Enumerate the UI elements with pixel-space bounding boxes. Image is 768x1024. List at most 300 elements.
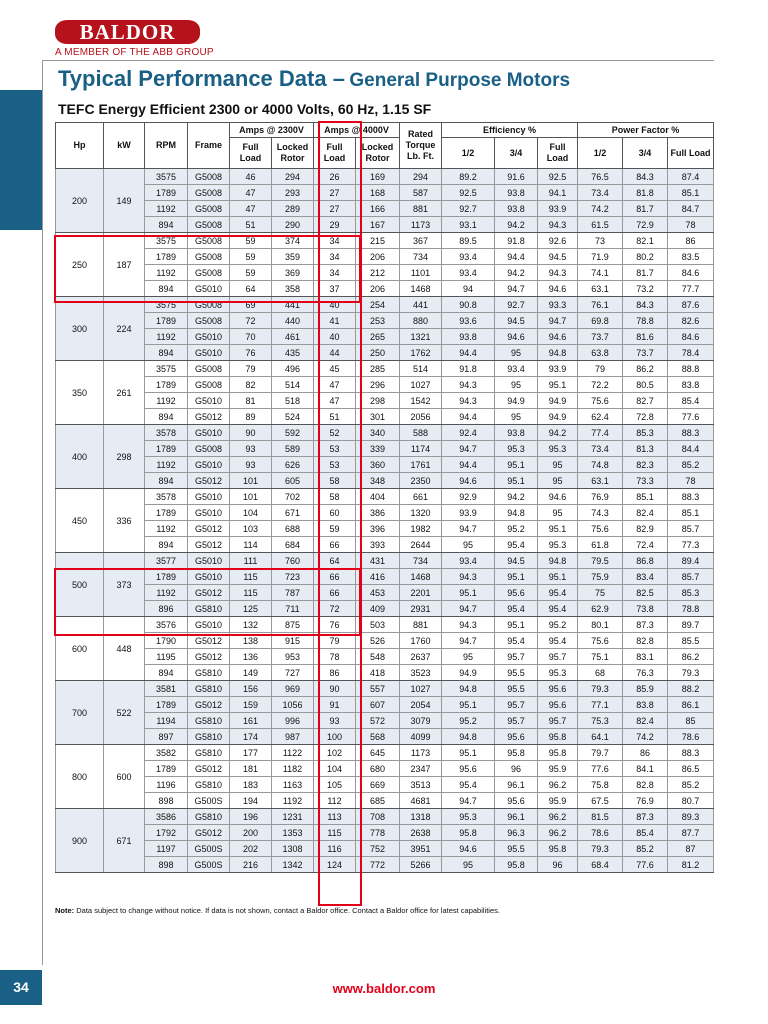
cell-eff-three-quarter: 93.8 bbox=[495, 201, 538, 217]
cell-pf-half: 74.2 bbox=[578, 201, 623, 217]
cell-eff-three-quarter: 95.7 bbox=[495, 697, 538, 713]
cell-hp: 400 bbox=[56, 425, 104, 489]
cell-eff-half: 89.5 bbox=[442, 233, 495, 249]
cell-pf-three-quarter: 82.5 bbox=[623, 585, 668, 601]
cell-pf-full-load: 85 bbox=[668, 713, 714, 729]
cell-amps2300-full-load: 72 bbox=[230, 313, 272, 329]
cell-amps2300-locked-rotor: 723 bbox=[272, 569, 314, 585]
cell-amps4000-locked-rotor: 778 bbox=[356, 825, 400, 841]
cell-pf-half: 69.8 bbox=[578, 313, 623, 329]
cell-pf-full-load: 89.4 bbox=[668, 553, 714, 569]
cell-eff-half: 93.4 bbox=[442, 249, 495, 265]
cell-eff-full-load: 94.1 bbox=[538, 185, 578, 201]
table-row bbox=[56, 329, 714, 345]
cell-amps4000-full-load: 44 bbox=[314, 345, 356, 361]
cell-eff-full-load: 95 bbox=[538, 505, 578, 521]
cell-pf-full-load: 85.7 bbox=[668, 521, 714, 537]
cell-amps4000-locked-rotor: 404 bbox=[356, 489, 400, 505]
cell-pf-three-quarter: 82.8 bbox=[623, 633, 668, 649]
cell-pf-half: 61.5 bbox=[578, 217, 623, 233]
cell-frame: G5012 bbox=[188, 409, 230, 425]
cell-rated-torque: 1982 bbox=[400, 521, 442, 537]
cell-pf-half: 74.3 bbox=[578, 505, 623, 521]
cell-eff-full-load: 94.6 bbox=[538, 281, 578, 297]
cell-eff-half: 92.4 bbox=[442, 425, 495, 441]
cell-eff-full-load: 96.2 bbox=[538, 825, 578, 841]
cell-rated-torque: 880 bbox=[400, 313, 442, 329]
cell-amps4000-full-load: 78 bbox=[314, 649, 356, 665]
cell-eff-three-quarter: 94.5 bbox=[495, 553, 538, 569]
table-row bbox=[56, 697, 714, 713]
table-row bbox=[56, 761, 714, 777]
cell-pf-full-load: 82.6 bbox=[668, 313, 714, 329]
header-efficiency: Efficiency % bbox=[442, 123, 578, 138]
header-amps-2300: Amps @ 2300V bbox=[230, 123, 314, 138]
cell-rpm: 896 bbox=[145, 601, 188, 617]
baldor-logo bbox=[55, 20, 214, 58]
cell-pf-full-load: 88.3 bbox=[668, 745, 714, 761]
cell-amps2300-locked-rotor: 969 bbox=[272, 681, 314, 697]
table-row bbox=[56, 825, 714, 841]
cell-pf-three-quarter: 72.4 bbox=[623, 537, 668, 553]
cell-amps2300-locked-rotor: 1122 bbox=[272, 745, 314, 761]
cell-amps4000-locked-rotor: 212 bbox=[356, 265, 400, 281]
table-row bbox=[56, 377, 714, 393]
cell-amps4000-full-load: 66 bbox=[314, 585, 356, 601]
cell-frame: G5810 bbox=[188, 809, 230, 825]
cell-pf-full-load: 78 bbox=[668, 473, 714, 489]
hp-group-800 bbox=[56, 745, 714, 809]
header-2300-full-load: Full Load bbox=[230, 138, 272, 169]
cell-amps2300-full-load: 46 bbox=[230, 169, 272, 185]
cell-pf-half: 73.4 bbox=[578, 185, 623, 201]
cell-eff-full-load: 95.9 bbox=[538, 793, 578, 809]
cell-eff-half: 95.2 bbox=[442, 713, 495, 729]
table-row bbox=[56, 425, 714, 441]
cell-frame: G5008 bbox=[188, 265, 230, 281]
table-row bbox=[56, 553, 714, 569]
cell-eff-full-load: 95.3 bbox=[538, 537, 578, 553]
cell-rpm: 1789 bbox=[145, 185, 188, 201]
cell-amps4000-full-load: 64 bbox=[314, 553, 356, 569]
cell-amps4000-locked-rotor: 568 bbox=[356, 729, 400, 745]
table-header bbox=[56, 123, 714, 169]
cell-hp: 450 bbox=[56, 489, 104, 553]
cell-eff-full-load: 94.8 bbox=[538, 345, 578, 361]
cell-amps4000-locked-rotor: 298 bbox=[356, 393, 400, 409]
cell-eff-three-quarter: 95.4 bbox=[495, 537, 538, 553]
cell-kw: 671 bbox=[104, 809, 145, 873]
cell-pf-three-quarter: 83.4 bbox=[623, 569, 668, 585]
header-rated-torque: Rated Torque Lb. Ft. bbox=[400, 123, 442, 169]
cell-amps4000-locked-rotor: 250 bbox=[356, 345, 400, 361]
cell-eff-three-quarter: 95.6 bbox=[495, 585, 538, 601]
cell-kw: 600 bbox=[104, 745, 145, 809]
cell-amps4000-full-load: 26 bbox=[314, 169, 356, 185]
cell-frame: G5010 bbox=[188, 617, 230, 633]
cell-pf-three-quarter: 82.4 bbox=[623, 505, 668, 521]
cell-frame: G5008 bbox=[188, 233, 230, 249]
cell-pf-half: 76.9 bbox=[578, 489, 623, 505]
cell-eff-three-quarter: 95 bbox=[495, 409, 538, 425]
cell-amps2300-locked-rotor: 760 bbox=[272, 553, 314, 569]
cell-pf-full-load: 77.3 bbox=[668, 537, 714, 553]
cell-pf-half: 73.7 bbox=[578, 329, 623, 345]
cell-amps2300-locked-rotor: 688 bbox=[272, 521, 314, 537]
table-row bbox=[56, 409, 714, 425]
cell-amps2300-full-load: 200 bbox=[230, 825, 272, 841]
table-row bbox=[56, 713, 714, 729]
cell-pf-full-load: 85.7 bbox=[668, 569, 714, 585]
cell-amps4000-locked-rotor: 572 bbox=[356, 713, 400, 729]
cell-frame: G500S bbox=[188, 841, 230, 857]
cell-pf-full-load: 89.7 bbox=[668, 617, 714, 633]
table-row bbox=[56, 169, 714, 185]
cell-eff-full-load: 96.2 bbox=[538, 777, 578, 793]
cell-rpm: 1789 bbox=[145, 441, 188, 457]
cell-rpm: 1192 bbox=[145, 521, 188, 537]
cell-amps4000-locked-rotor: 409 bbox=[356, 601, 400, 617]
cell-amps2300-locked-rotor: 441 bbox=[272, 297, 314, 313]
cell-pf-full-load: 85.1 bbox=[668, 505, 714, 521]
cell-rated-torque: 734 bbox=[400, 249, 442, 265]
cell-amps4000-locked-rotor: 265 bbox=[356, 329, 400, 345]
cell-rated-torque: 1760 bbox=[400, 633, 442, 649]
cell-frame: G5008 bbox=[188, 217, 230, 233]
table-row bbox=[56, 681, 714, 697]
cell-amps4000-locked-rotor: 166 bbox=[356, 201, 400, 217]
cell-frame: G5810 bbox=[188, 665, 230, 681]
cell-amps4000-full-load: 113 bbox=[314, 809, 356, 825]
cell-amps4000-full-load: 40 bbox=[314, 297, 356, 313]
cell-pf-half: 71.9 bbox=[578, 249, 623, 265]
cell-pf-full-load: 86.5 bbox=[668, 761, 714, 777]
header-4000-locked-rotor: Locked Rotor bbox=[356, 138, 400, 169]
cell-rpm: 898 bbox=[145, 857, 188, 873]
cell-pf-half: 75.6 bbox=[578, 521, 623, 537]
cell-pf-full-load: 83.5 bbox=[668, 249, 714, 265]
cell-amps2300-full-load: 136 bbox=[230, 649, 272, 665]
cell-amps2300-full-load: 79 bbox=[230, 361, 272, 377]
cell-pf-full-load: 85.5 bbox=[668, 633, 714, 649]
page-title-main: Typical Performance Data – bbox=[58, 66, 345, 91]
cell-amps2300-locked-rotor: 702 bbox=[272, 489, 314, 505]
hp-group-500 bbox=[56, 553, 714, 617]
cell-pf-half: 68 bbox=[578, 665, 623, 681]
cell-pf-half: 76.5 bbox=[578, 169, 623, 185]
cell-pf-full-load: 77.6 bbox=[668, 409, 714, 425]
website-link[interactable]: www.baldor.com bbox=[332, 981, 436, 996]
cell-frame: G5010 bbox=[188, 505, 230, 521]
cell-eff-full-load: 95.1 bbox=[538, 521, 578, 537]
cell-rpm: 3586 bbox=[145, 809, 188, 825]
cell-rpm: 1192 bbox=[145, 265, 188, 281]
cell-eff-half: 95.6 bbox=[442, 761, 495, 777]
cell-amps4000-full-load: 58 bbox=[314, 489, 356, 505]
cell-pf-full-load: 84.4 bbox=[668, 441, 714, 457]
cell-amps4000-full-load: 105 bbox=[314, 777, 356, 793]
cell-amps2300-locked-rotor: 524 bbox=[272, 409, 314, 425]
logo-mark bbox=[55, 20, 200, 44]
cell-amps2300-full-load: 103 bbox=[230, 521, 272, 537]
cell-rpm: 1195 bbox=[145, 649, 188, 665]
cell-rpm: 1192 bbox=[145, 393, 188, 409]
cell-rated-torque: 2350 bbox=[400, 473, 442, 489]
cell-rated-torque: 2347 bbox=[400, 761, 442, 777]
cell-amps2300-full-load: 47 bbox=[230, 201, 272, 217]
cell-amps2300-locked-rotor: 1353 bbox=[272, 825, 314, 841]
cell-amps4000-locked-rotor: 206 bbox=[356, 281, 400, 297]
cell-eff-three-quarter: 95.3 bbox=[495, 441, 538, 457]
cell-amps2300-full-load: 183 bbox=[230, 777, 272, 793]
cell-pf-half: 79.7 bbox=[578, 745, 623, 761]
cell-eff-full-load: 96.2 bbox=[538, 809, 578, 825]
cell-frame: G5810 bbox=[188, 601, 230, 617]
cell-pf-full-load: 84.6 bbox=[668, 329, 714, 345]
table-row bbox=[56, 841, 714, 857]
cell-eff-full-load: 95.3 bbox=[538, 665, 578, 681]
cell-rated-torque: 367 bbox=[400, 233, 442, 249]
cell-eff-three-quarter: 95.5 bbox=[495, 681, 538, 697]
cell-eff-full-load: 93.9 bbox=[538, 361, 578, 377]
cell-pf-half: 75.6 bbox=[578, 393, 623, 409]
cell-rated-torque: 1027 bbox=[400, 377, 442, 393]
table-row bbox=[56, 249, 714, 265]
cell-amps2300-locked-rotor: 626 bbox=[272, 457, 314, 473]
cell-amps2300-full-load: 125 bbox=[230, 601, 272, 617]
cell-pf-half: 77.6 bbox=[578, 761, 623, 777]
cell-hp: 500 bbox=[56, 553, 104, 617]
cell-amps4000-locked-rotor: 168 bbox=[356, 185, 400, 201]
cell-pf-half: 62.4 bbox=[578, 409, 623, 425]
cell-amps2300-locked-rotor: 684 bbox=[272, 537, 314, 553]
cell-eff-half: 95 bbox=[442, 857, 495, 873]
cell-eff-full-load: 95.6 bbox=[538, 697, 578, 713]
cell-rpm: 894 bbox=[145, 473, 188, 489]
cell-kw: 224 bbox=[104, 297, 145, 361]
cell-pf-full-load: 87 bbox=[668, 841, 714, 857]
cell-amps4000-full-load: 34 bbox=[314, 249, 356, 265]
cell-kw: 149 bbox=[104, 169, 145, 233]
cell-pf-three-quarter: 81.8 bbox=[623, 185, 668, 201]
table-row bbox=[56, 233, 714, 249]
cell-amps4000-full-load: 102 bbox=[314, 745, 356, 761]
cell-eff-half: 92.9 bbox=[442, 489, 495, 505]
cell-pf-full-load: 85.2 bbox=[668, 777, 714, 793]
cell-amps4000-locked-rotor: 680 bbox=[356, 761, 400, 777]
cell-pf-half: 67.5 bbox=[578, 793, 623, 809]
cell-pf-half: 77.1 bbox=[578, 697, 623, 713]
cell-rated-torque: 1468 bbox=[400, 281, 442, 297]
table-row bbox=[56, 649, 714, 665]
cell-frame: G5008 bbox=[188, 313, 230, 329]
cell-pf-three-quarter: 72.8 bbox=[623, 409, 668, 425]
header-kw: kW bbox=[104, 123, 145, 169]
hp-group-600 bbox=[56, 617, 714, 681]
cell-amps4000-full-load: 104 bbox=[314, 761, 356, 777]
cell-pf-half: 68.4 bbox=[578, 857, 623, 873]
cell-rated-torque: 4681 bbox=[400, 793, 442, 809]
cell-frame: G5012 bbox=[188, 697, 230, 713]
cell-rpm: 3582 bbox=[145, 745, 188, 761]
brand-name: BALDOR bbox=[79, 20, 176, 44]
cell-frame: G5008 bbox=[188, 441, 230, 457]
cell-eff-three-quarter: 94.7 bbox=[495, 281, 538, 297]
cell-pf-half: 62.9 bbox=[578, 601, 623, 617]
cell-amps2300-full-load: 93 bbox=[230, 457, 272, 473]
cell-amps4000-full-load: 29 bbox=[314, 217, 356, 233]
header-eff-three-quarter: 3/4 bbox=[495, 138, 538, 169]
cell-amps4000-full-load: 76 bbox=[314, 617, 356, 633]
cell-amps4000-locked-rotor: 360 bbox=[356, 457, 400, 473]
cell-pf-full-load: 85.1 bbox=[668, 185, 714, 201]
cell-amps2300-locked-rotor: 727 bbox=[272, 665, 314, 681]
cell-amps4000-full-load: 41 bbox=[314, 313, 356, 329]
cell-amps4000-locked-rotor: 503 bbox=[356, 617, 400, 633]
hp-group-350 bbox=[56, 361, 714, 425]
cell-eff-full-load: 95.8 bbox=[538, 729, 578, 745]
top-divider bbox=[42, 60, 714, 61]
cell-kw: 336 bbox=[104, 489, 145, 553]
cell-amps2300-full-load: 59 bbox=[230, 233, 272, 249]
cell-amps4000-locked-rotor: 669 bbox=[356, 777, 400, 793]
cell-eff-three-quarter: 96.1 bbox=[495, 809, 538, 825]
cell-amps4000-locked-rotor: 548 bbox=[356, 649, 400, 665]
header-hp: Hp bbox=[56, 123, 104, 169]
cell-rated-torque: 1761 bbox=[400, 457, 442, 473]
cell-rated-torque: 441 bbox=[400, 297, 442, 313]
cell-pf-half: 75 bbox=[578, 585, 623, 601]
cell-amps4000-locked-rotor: 607 bbox=[356, 697, 400, 713]
cell-hp: 200 bbox=[56, 169, 104, 233]
cell-eff-full-load: 95.2 bbox=[538, 617, 578, 633]
cell-pf-full-load: 86 bbox=[668, 233, 714, 249]
cell-amps4000-locked-rotor: 169 bbox=[356, 169, 400, 185]
cell-eff-half: 94.3 bbox=[442, 569, 495, 585]
cell-amps4000-full-load: 34 bbox=[314, 265, 356, 281]
cell-rpm: 3575 bbox=[145, 169, 188, 185]
cell-kw: 373 bbox=[104, 553, 145, 617]
cell-pf-full-load: 85.3 bbox=[668, 585, 714, 601]
cell-amps4000-locked-rotor: 296 bbox=[356, 377, 400, 393]
cell-amps2300-full-load: 104 bbox=[230, 505, 272, 521]
cell-amps2300-locked-rotor: 435 bbox=[272, 345, 314, 361]
cell-eff-half: 94.6 bbox=[442, 473, 495, 489]
cell-rpm: 1789 bbox=[145, 313, 188, 329]
cell-amps4000-full-load: 51 bbox=[314, 409, 356, 425]
cell-amps2300-full-load: 115 bbox=[230, 569, 272, 585]
cell-frame: G5008 bbox=[188, 249, 230, 265]
cell-pf-full-load: 83.8 bbox=[668, 377, 714, 393]
cell-amps2300-locked-rotor: 875 bbox=[272, 617, 314, 633]
cell-eff-half: 94.6 bbox=[442, 841, 495, 857]
header-pf-full-load: Full Load bbox=[668, 138, 714, 169]
cell-amps4000-full-load: 66 bbox=[314, 569, 356, 585]
cell-eff-half: 93.8 bbox=[442, 329, 495, 345]
page-number: 34 bbox=[0, 970, 42, 1005]
cell-amps2300-full-load: 216 bbox=[230, 857, 272, 873]
cell-amps2300-locked-rotor: 787 bbox=[272, 585, 314, 601]
cell-kw: 522 bbox=[104, 681, 145, 745]
cell-eff-three-quarter: 95.8 bbox=[495, 745, 538, 761]
cell-rated-torque: 2637 bbox=[400, 649, 442, 665]
table-row bbox=[56, 297, 714, 313]
hp-group-450 bbox=[56, 489, 714, 553]
cell-amps2300-locked-rotor: 953 bbox=[272, 649, 314, 665]
cell-amps4000-locked-rotor: 645 bbox=[356, 745, 400, 761]
cell-frame: G500S bbox=[188, 793, 230, 809]
cell-frame: G5010 bbox=[188, 553, 230, 569]
cell-eff-half: 95.4 bbox=[442, 777, 495, 793]
cell-eff-three-quarter: 94.8 bbox=[495, 505, 538, 521]
cell-frame: G5810 bbox=[188, 681, 230, 697]
cell-rpm: 897 bbox=[145, 729, 188, 745]
cell-eff-three-quarter: 94.2 bbox=[495, 217, 538, 233]
cell-amps2300-full-load: 115 bbox=[230, 585, 272, 601]
cell-eff-half: 95.1 bbox=[442, 585, 495, 601]
cell-amps2300-full-load: 177 bbox=[230, 745, 272, 761]
cell-frame: G5810 bbox=[188, 713, 230, 729]
cell-amps4000-full-load: 91 bbox=[314, 697, 356, 713]
cell-eff-three-quarter: 95.1 bbox=[495, 473, 538, 489]
cell-amps4000-locked-rotor: 215 bbox=[356, 233, 400, 249]
cell-eff-full-load: 94.9 bbox=[538, 409, 578, 425]
table-note bbox=[55, 906, 500, 915]
cell-amps2300-full-load: 69 bbox=[230, 297, 272, 313]
table-row bbox=[56, 585, 714, 601]
cell-amps2300-locked-rotor: 1231 bbox=[272, 809, 314, 825]
cell-eff-three-quarter: 91.8 bbox=[495, 233, 538, 249]
cell-eff-full-load: 95.4 bbox=[538, 601, 578, 617]
cell-amps2300-locked-rotor: 996 bbox=[272, 713, 314, 729]
cell-amps4000-full-load: 86 bbox=[314, 665, 356, 681]
cell-rpm: 1197 bbox=[145, 841, 188, 857]
cell-eff-three-quarter: 95.2 bbox=[495, 521, 538, 537]
cell-amps2300-locked-rotor: 1056 bbox=[272, 697, 314, 713]
cell-pf-three-quarter: 76.9 bbox=[623, 793, 668, 809]
table-row bbox=[56, 313, 714, 329]
cell-eff-half: 95.1 bbox=[442, 697, 495, 713]
cell-pf-three-quarter: 72.9 bbox=[623, 217, 668, 233]
cell-pf-three-quarter: 86.2 bbox=[623, 361, 668, 377]
cell-rpm: 894 bbox=[145, 665, 188, 681]
cell-eff-half: 94.4 bbox=[442, 409, 495, 425]
cell-rated-torque: 1320 bbox=[400, 505, 442, 521]
cell-pf-half: 63.8 bbox=[578, 345, 623, 361]
cell-frame: G5008 bbox=[188, 297, 230, 313]
cell-amps2300-locked-rotor: 671 bbox=[272, 505, 314, 521]
cell-rpm: 3578 bbox=[145, 425, 188, 441]
cell-pf-half: 81.5 bbox=[578, 809, 623, 825]
cell-amps2300-locked-rotor: 359 bbox=[272, 249, 314, 265]
table-row bbox=[56, 793, 714, 809]
cell-eff-full-load: 95 bbox=[538, 473, 578, 489]
cell-pf-full-load: 78 bbox=[668, 217, 714, 233]
cell-amps2300-full-load: 194 bbox=[230, 793, 272, 809]
cell-pf-three-quarter: 81.7 bbox=[623, 201, 668, 217]
cell-rpm: 1192 bbox=[145, 201, 188, 217]
cell-frame: G5008 bbox=[188, 201, 230, 217]
cell-pf-full-load: 85.4 bbox=[668, 393, 714, 409]
cell-amps2300-full-load: 156 bbox=[230, 681, 272, 697]
cell-frame: G5008 bbox=[188, 361, 230, 377]
cell-pf-full-load: 86.2 bbox=[668, 649, 714, 665]
hp-group-400 bbox=[56, 425, 714, 489]
cell-pf-half: 79.5 bbox=[578, 553, 623, 569]
cell-amps4000-full-load: 112 bbox=[314, 793, 356, 809]
cell-pf-half: 79.3 bbox=[578, 681, 623, 697]
cell-eff-half: 94.8 bbox=[442, 681, 495, 697]
